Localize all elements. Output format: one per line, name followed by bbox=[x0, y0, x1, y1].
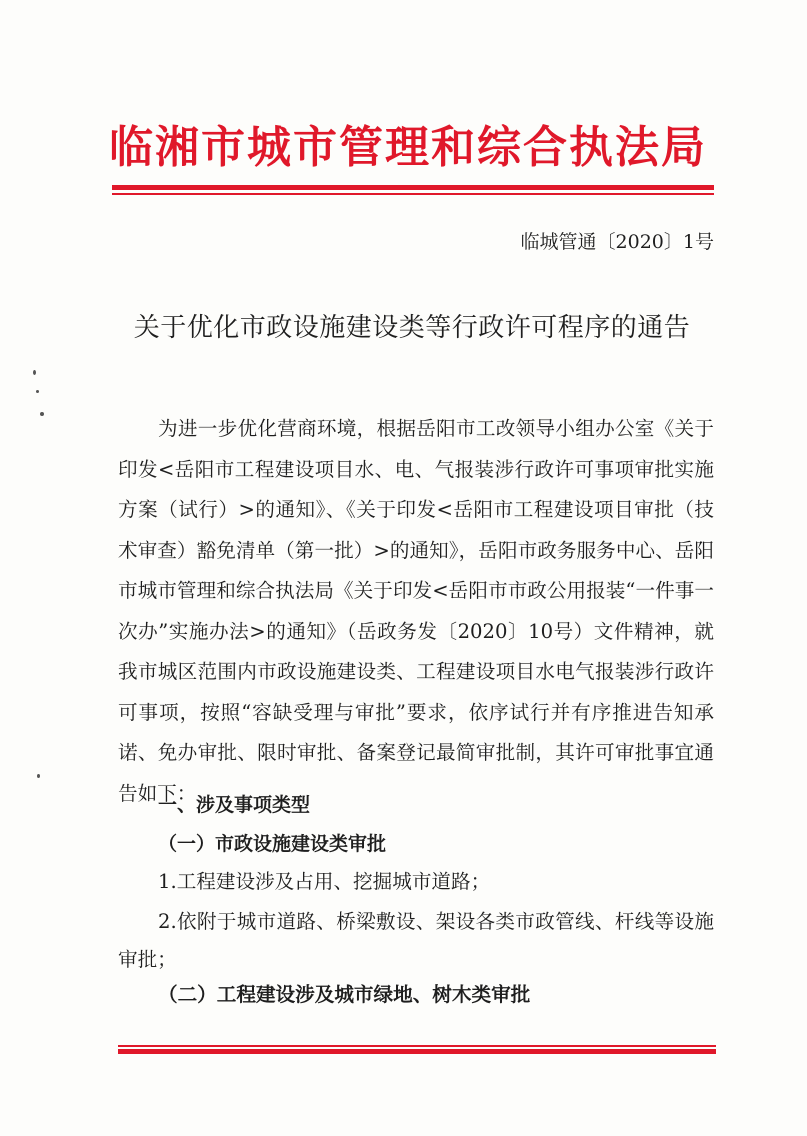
header-red-rule-thin bbox=[112, 193, 714, 195]
footer-red-rule-thin bbox=[118, 1045, 716, 1047]
list-item: 2.依附于城市道路、桥梁敷设、架设各类市政管线、杆线等设施审批； bbox=[118, 910, 714, 971]
document-number: 临城管通〔2020〕1号 bbox=[520, 231, 714, 253]
subsection-heading: （二）工程建设涉及城市绿地、树木类审批 bbox=[158, 983, 531, 1006]
document-title: 关于优化市政设施建设类等行政许可程序的通告 bbox=[133, 313, 691, 343]
scan-speck bbox=[33, 370, 36, 375]
section-heading: 一、涉及事项类型 bbox=[158, 794, 311, 816]
scan-speck bbox=[40, 412, 44, 416]
issuing-organization: 临湘市城市管理和综合执法局 bbox=[109, 122, 707, 173]
list-item: 1.工程建设涉及占用、挖掘城市道路； bbox=[158, 870, 491, 893]
scan-speck bbox=[36, 390, 39, 393]
header-red-rule-thick bbox=[112, 185, 714, 190]
intro-paragraph: 为进一步优化营商环境，根据岳阳市工改领导小组办公室《关于印发<岳阳市工程建设项目水、电、气报装涉行政许可事项审批实施方案（试行）>的通知》、《关于印发<岳阳市工程建设项目审批（技术审查）豁免清单（第一批）>的通知》，岳阳市政务服务中心、岳阳市城市管理和综合执法局《关于印发<岳阳市市政公用报装“一件事一次办”实施办法>的通知》（岳政务发〔2020〕10号）文件精神，就我市城区范围内市政设施建设类、工程建设项目水电气报装涉行政许可事项，按照“容缺受理与审批”要求，依序试行并有序推进告知承诺、免办审批、限时审批、备案登记最简审批制，其许可审批事宜通告如下： bbox=[118, 417, 714, 805]
subsection-heading: （一）市政设施建设类审批 bbox=[158, 833, 387, 855]
scan-speck bbox=[37, 774, 40, 778]
footer-red-rule-thick bbox=[118, 1049, 716, 1054]
